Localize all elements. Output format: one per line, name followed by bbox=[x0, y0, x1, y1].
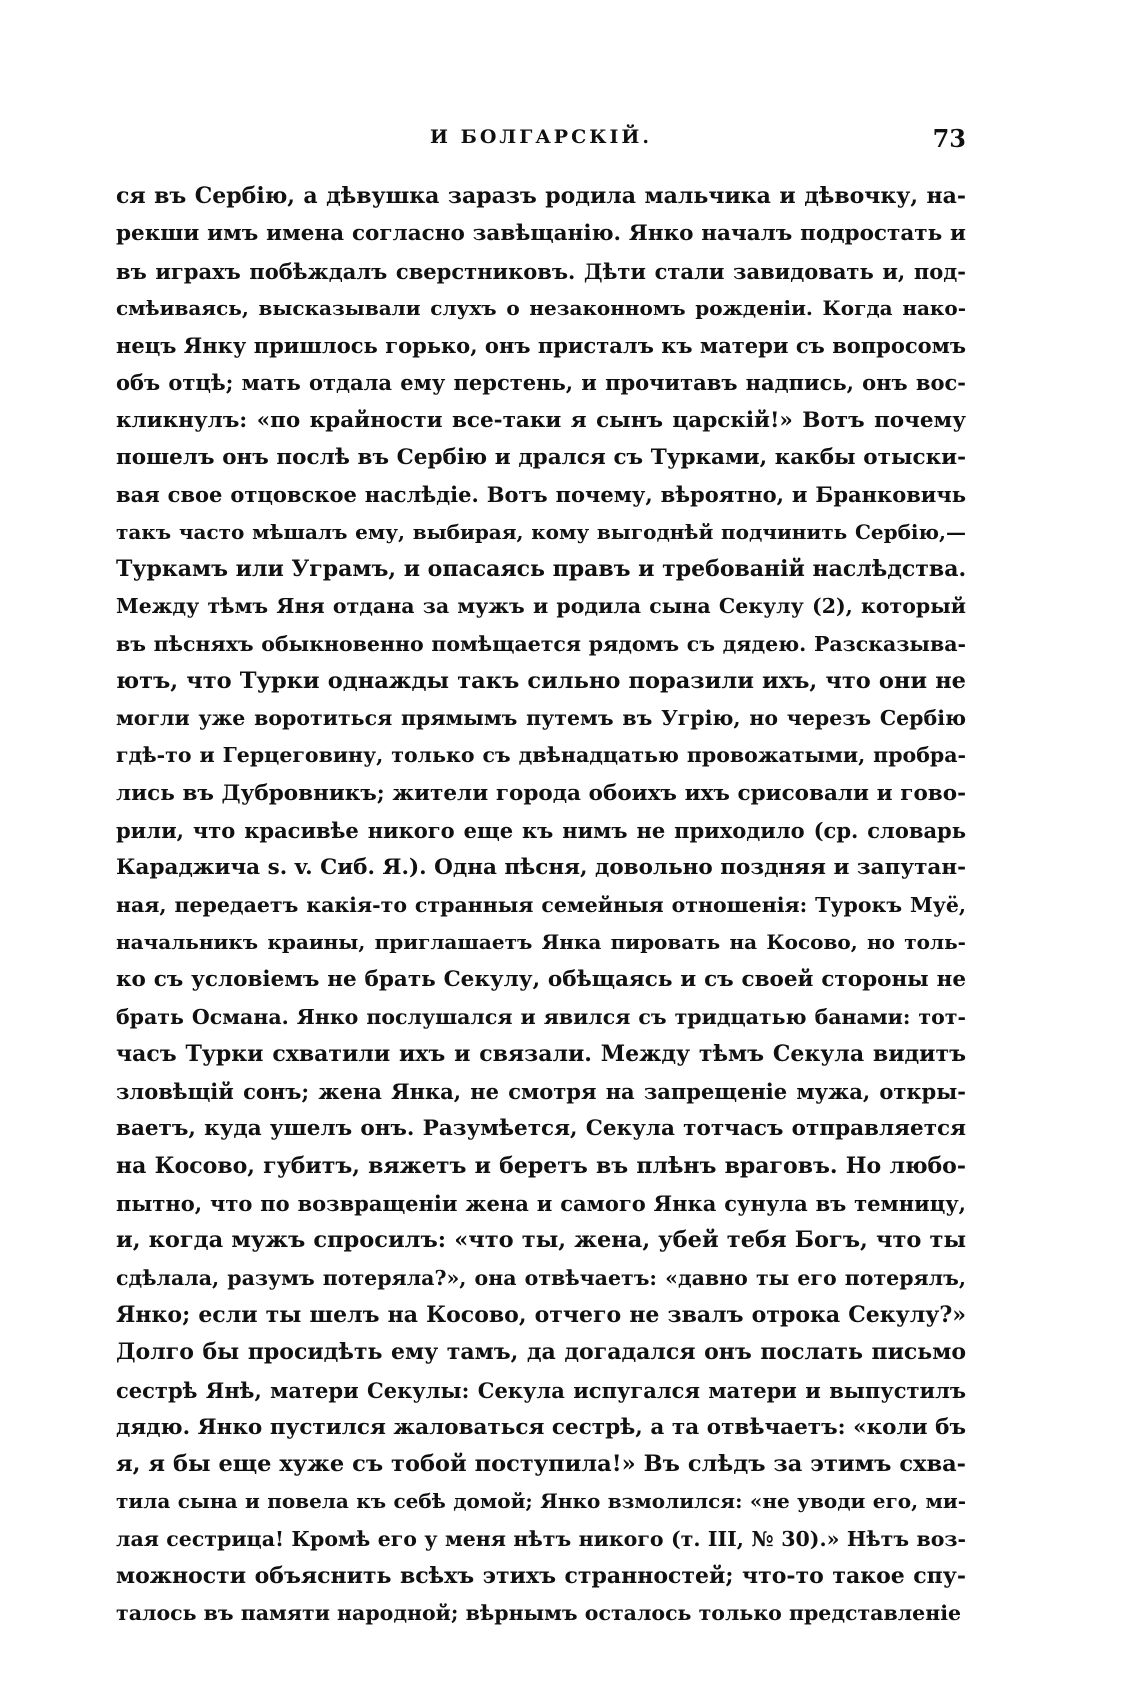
text-line: часъ Турки схватили ихъ и связали. Между тѣмъ Секула видитъ bbox=[116, 1040, 966, 1067]
text-line: пытно, что по возвращеніи жена и самого Янка сунула въ темницу, bbox=[116, 1191, 966, 1217]
text-line: лись въ Дубровникъ; жители города обоихъ ихъ срисовали и гово- bbox=[116, 780, 966, 806]
text-line: гдѣ-то и Герцеговину, только съ двѣнадцатью провожатыми, пробра- bbox=[116, 743, 966, 768]
text-line: Туркамъ или Уграмъ, и опасаясь правъ и требованій наслѣдства. bbox=[116, 555, 966, 582]
text-line: и, когда мужъ спросилъ: «что ты, жена, убей тебя Богъ, что ты bbox=[116, 1227, 966, 1254]
text-line: смѣиваясь, высказывали слухъ о незаконномъ рожденіи. Когда нако- bbox=[116, 295, 966, 320]
text-line: лая сестрица! Кромѣ его у меня нѣтъ никого (т. III, № 30).» Нѣтъ воз- bbox=[116, 1526, 966, 1551]
text-line: рекши имъ имена согласно завѣщанію. Янко началъ подростать и bbox=[116, 221, 966, 247]
text-line: талось въ памяти народной; вѣрнымъ осталось только представленіе bbox=[116, 1601, 962, 1626]
text-line: могли уже воротиться прямымъ путемъ въ Угрію, но черезъ Сербію bbox=[116, 706, 966, 731]
text-line: ся въ Сербію, а дѣвушка заразъ родила мальчика и дѣвочку, на- bbox=[116, 183, 966, 209]
text-line: такъ часто мѣшалъ ему, выбирая, кому выгоднѣй подчинить Сербію,— bbox=[116, 519, 966, 544]
text-line: начальникъ краины, приглашаетъ Янка пировать на Косово, но толь- bbox=[116, 929, 966, 954]
text-line: брать Османа. Янко послушался и явился съ тридцатью банами: тот- bbox=[116, 1004, 966, 1029]
running-head-title: И БОЛГАРСКІЙ. bbox=[430, 126, 652, 148]
page-number: 73 bbox=[932, 124, 966, 153]
text-line: Караджича s. v. Сиб. Я.). Одна пѣсня, довольно поздняя и запутан- bbox=[116, 855, 966, 881]
text-line: можности объяснить всѣхъ этихъ странностей; что-то такое спу- bbox=[116, 1562, 966, 1589]
text-line: Янко; если ты шелъ на Косово, отчего не звалъ отрока Секулу?» bbox=[116, 1301, 966, 1328]
text-line: тила сына и повела къ себѣ домой; Янко взмолился: «не уводи его, ми- bbox=[116, 1489, 966, 1514]
text-line: вая свое отцовское наслѣдіе. Вотъ почему, вѣроятно, и Бранковичь bbox=[116, 482, 966, 508]
text-line: я, я бы еще хуже съ тобой поступила!» Въ слѣдъ за этимъ схва- bbox=[116, 1451, 966, 1478]
text-line: кликнулъ: «по крайности все-таки я сынъ царскій!» Вотъ почему bbox=[116, 407, 966, 433]
running-head bbox=[116, 118, 966, 158]
text-line: пошелъ онъ послѣ въ Сербію и дрался съ Турками, какбы отыски- bbox=[116, 445, 966, 471]
body-text bbox=[116, 178, 966, 1633]
text-line: ютъ, что Турки однажды такъ сильно поразили ихъ, что они не bbox=[116, 667, 966, 694]
text-line: дядю. Янко пустился жаловаться сестрѣ, а та отвѣчаетъ: «коли бъ bbox=[116, 1414, 966, 1440]
text-line: сдѣлала, разумъ потеряла?», она отвѣчаетъ: «давно ты его потерялъ, bbox=[116, 1265, 966, 1290]
text-line: ваетъ, куда ушелъ онъ. Разумѣется, Секула тотчасъ отправляется bbox=[116, 1116, 966, 1142]
text-line: Долго бы просидѣть ему тамъ, да догадался онъ послать письмо bbox=[116, 1339, 966, 1366]
text-line: зловѣщій сонъ; жена Янка, не смотря на запрещеніе мужа, откры- bbox=[116, 1079, 966, 1105]
text-line: нецъ Янку пришлось горько, онъ присталъ къ матери съ вопросомъ bbox=[116, 333, 966, 359]
text-line: въ играхъ побѣждалъ сверстниковъ. Дѣти стали завидовать и, под- bbox=[116, 258, 966, 284]
text-line: Между тѣмъ Яня отдана за мужъ и родила сына Секулу (2), который bbox=[116, 594, 966, 619]
text-line: въ пѣсняхъ обыкновенно помѣщается рядомъ съ дядею. Разсказыва- bbox=[116, 631, 966, 656]
text-line: сестрѣ Янѣ, матери Секулы: Секула испугался матери и выпустилъ bbox=[116, 1377, 966, 1403]
text-line: ко съ условіемъ не брать Секулу, обѣщаясь и съ своей стороны не bbox=[116, 967, 966, 993]
text-line: ная, передаетъ какія-то странныя семейныя отношенія: Турокъ Муё, bbox=[116, 892, 966, 917]
text-line: на Косово, губитъ, вяжетъ и беретъ въ плѣнъ враговъ. Но любо- bbox=[116, 1152, 966, 1179]
text-line: объ отцѣ; мать отдала ему перстень, и прочитавъ надпись, онъ вос- bbox=[116, 370, 966, 396]
text-line: рили, что красивѣе никого еще къ нимъ не приходило (ср. словарь bbox=[116, 818, 966, 844]
